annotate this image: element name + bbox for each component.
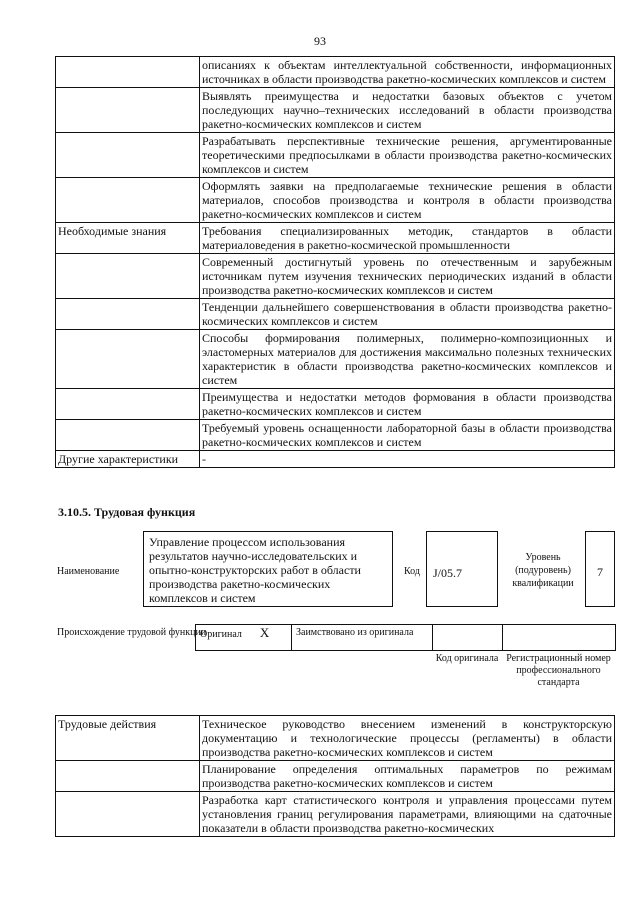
row-label [56,88,200,133]
row-text: описаниях к объектам интеллектуальной собственности, информационных источниках в области производства ракетно-космических комплексов и систем [200,57,615,88]
table-row [56,223,615,254]
level-label: Уровень (подуровень) квалификации [512,552,574,589]
reg-number-cell [503,625,616,651]
table-row [56,299,615,330]
row-text: Современный достигнутый уровень по отечественным и зарубежным источникам путем изучения технических периодических изданий в области производства ракетно-космических комплексов и систем [200,254,615,299]
row-text: Оформлять заявки на предполагаемые технические решения в области материалов, способов производства и контроля в области производства ракетно-космических комплексов и систем [200,178,615,223]
row-label [56,57,200,88]
table-row [56,254,615,299]
row-label [56,330,200,389]
table-row [56,389,615,420]
row-label [56,133,200,178]
name-label: Наименование [57,566,120,577]
table-row [56,133,615,178]
row-label: Другие характеристики [56,451,200,468]
section-title: 3.10.5. Трудовая функция [58,505,196,519]
borrowed-cell [292,625,433,651]
row-label [56,420,200,451]
page-number: 93 [314,34,326,48]
row-label [56,792,200,837]
table-row [196,625,616,651]
skills-knowledge-table [55,56,615,468]
function-code: J/05.7 [426,531,498,607]
table-row [56,792,615,837]
origin-table [195,624,616,651]
row-label [56,389,200,420]
row-text: Способы формирования полимерных, полимерно-композиционных и эластомерных материалов для достижения максимально полезных технических характеристик в области производства ракетно-космических комплексов и систем [200,330,615,389]
row-text: Требования специализированных методик, стандартов в области материаловедения в ракетно-космической промышленности [200,223,615,254]
row-text: Требуемый уровень оснащенности лабораторной базы в области производства ракетно-космических комплексов и систем [200,420,615,451]
table-row [56,420,615,451]
row-text: Выявлять преимущества и недостатки базовых объектов с учетом последующих научно–технических исследований в области производства ракетно-космических комплексов и систем [200,88,615,133]
row-text: Тенденции дальнейшего совершенствования в области производства ракетно-космических комплексов и систем [200,299,615,330]
table-row [56,178,615,223]
code-label: Код [404,566,420,577]
row-text: Планирование определения оптимальных параметров по режимам производства ракетно-космических комплексов и систем [200,761,615,792]
row-label [56,299,200,330]
row-text: Разрабатывать перспективные технические решения, аргументированные теоретическими предпосылками в области производства ракетно-космических комплексов и систем [200,133,615,178]
original-label: Оригинал [200,629,242,640]
table-row [56,451,615,468]
row-label: Трудовые действия [56,716,200,761]
original-mark: X [259,625,270,640]
table-row [56,761,615,792]
row-label [56,254,200,299]
qualification-level: 7 [585,531,615,607]
function-name: Управление процессом использования результатов научно-исследовательских и опытно-конструкторских работ в области производства ракетно-космических комплексов и систем [143,531,393,607]
code-original-cell [433,625,503,651]
table-row [56,88,615,133]
reg-number-caption: Регистрационный номер профессионального стандарта [506,653,611,688]
row-label [56,178,200,223]
row-label [56,761,200,792]
row-label: Необходимые знания [56,223,200,254]
table-row [56,716,615,761]
row-text: Техническое руководство внесением изменений в конструкторскую документацию и технологические процессы (регламенты) в области производства ракетно-космических комплексов и систем [200,716,615,761]
table-row [56,330,615,389]
row-text: - [200,451,615,468]
labor-actions-table [55,715,615,837]
row-text: Разработка карт статистического контроля и управления процессами путем установления границ регулирования параметрами, влияющими на сдаточные показатели в области производства ракетно-космических [200,792,615,837]
borrowed-label: Заимствовано из оригинала [296,627,414,638]
table-row [56,57,615,88]
origin-label [57,627,206,639]
code-original-caption: Код оригинала [435,653,499,664]
origin-label-text: Происхождение трудовой функции [57,627,207,638]
row-text: Преимущества и недостатки методов формования в области производства ракетно-космических комплексов и систем [200,389,615,420]
original-cell [196,625,292,651]
